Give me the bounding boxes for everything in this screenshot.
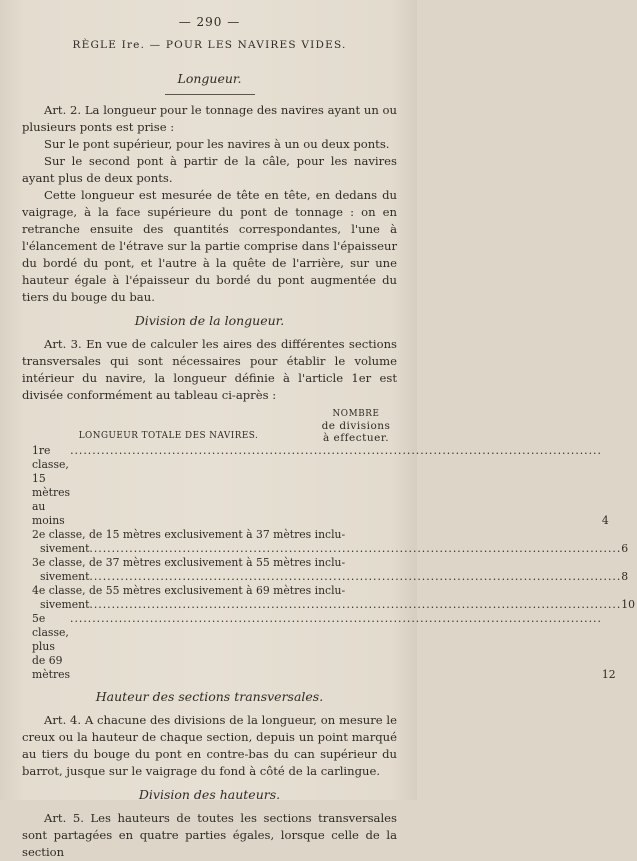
table-row-value: 6	[621, 542, 629, 555]
table-row	[22, 612, 616, 682]
table-row-label-cont: sivement	[40, 570, 90, 583]
table-row-label: 3e classe, de 37 mètres exclusivement à 55 mètres inclu-	[32, 556, 346, 569]
art2-paragraph-1: Art. 2. La longueur pour le tonnage des navires ayant un ou plusieurs ponts est prise :	[22, 103, 397, 134]
table-col-nombre	[315, 408, 397, 444]
table-row	[22, 528, 629, 556]
table-header	[22, 408, 397, 444]
table-row-value: 12	[601, 668, 616, 681]
table-row-label: 2e classe, de 15 mètres exclusivement à 37 mètres inclu-	[32, 528, 346, 541]
art5-paragraph-1: Art. 5. Les hauteurs de toutes les sections transversales sont partagées en quatre parties égales, lorsque celle de la section	[22, 811, 397, 859]
running-head: RÈGLE Ire. — POUR LES NAVIRES VIDES.	[72, 39, 347, 51]
table-row-label: 5e classe, plus de 69 mètres	[32, 612, 71, 681]
table-col-nombre-line2: de divisions	[321, 420, 391, 432]
page-number: — 290 —	[178, 15, 241, 29]
art2-paragraph-4: Cette longueur est mesurée de tête en tête, en dedans du vaigrage, à la face supérieure du pont de tonnage : on en retranche ensuite des quantités correspondantes, l'une à l'élancement de l'étrave sur la partie comprise dans l'épaisseur du bordé du pont, et l'autre à la quête de l'arrière, sur une hauteur égale à l'épaisseur du bordé du pont augmentée du tiers du bouge du bau.	[22, 188, 397, 304]
table-row-value: 10	[621, 598, 635, 611]
table-row-label-cont: sivement	[40, 542, 90, 555]
table-col-nombre-line3: à effectuer.	[322, 432, 390, 444]
table-row-value: 8	[621, 570, 629, 583]
table-col-longueur: LONGUEUR TOTALE DES NAVIRES.	[78, 431, 259, 441]
art2-paragraph-2: Sur le pont supérieur, pour les navires à un ou deux ponts.	[44, 137, 390, 151]
table-row	[22, 584, 635, 612]
section-title-longueur: Longueur.	[177, 71, 242, 86]
table-col-nombre-line1: NOMBRE	[332, 409, 380, 419]
title-rule	[165, 94, 255, 95]
table-row-label: 1re classe, 15 mètres au moins	[32, 444, 71, 527]
art4-paragraph-1: Art. 4. A chacune des divisions de la longueur, on mesure le creux ou la hauteur de chaque section, depuis un point marqué au tiers du bouge du pont en contre-bas du can supérieur du barrot, jusque sur le vaigrage du fond à côté de la carlingue.	[22, 713, 397, 778]
table-row-label: 4e classe, de 55 mètres exclusivement à 69 mètres inclu-	[32, 584, 346, 597]
table-row-label-cont: sivement	[40, 598, 90, 611]
art2-paragraph-3: Sur le second pont à partir de la câle, pour les navires ayant plus de deux ponts.	[22, 154, 397, 185]
section-title-hauteur: Hauteur des sections transversales.	[95, 689, 324, 704]
table-row	[22, 556, 629, 584]
section-title-hauteurs: Division des hauteurs.	[138, 787, 281, 802]
table-row	[22, 444, 609, 528]
section-title-division: Division de la longueur.	[134, 313, 285, 328]
art3-paragraph-1: Art. 3. En vue de calculer les aires des différentes sections transversales qui sont nécessaires pour établir le volume intérieur du navire, la longueur définie à l'article 1er est divisée conformément au tableau ci-après :	[22, 337, 397, 402]
table-row-value: 4	[601, 514, 609, 527]
